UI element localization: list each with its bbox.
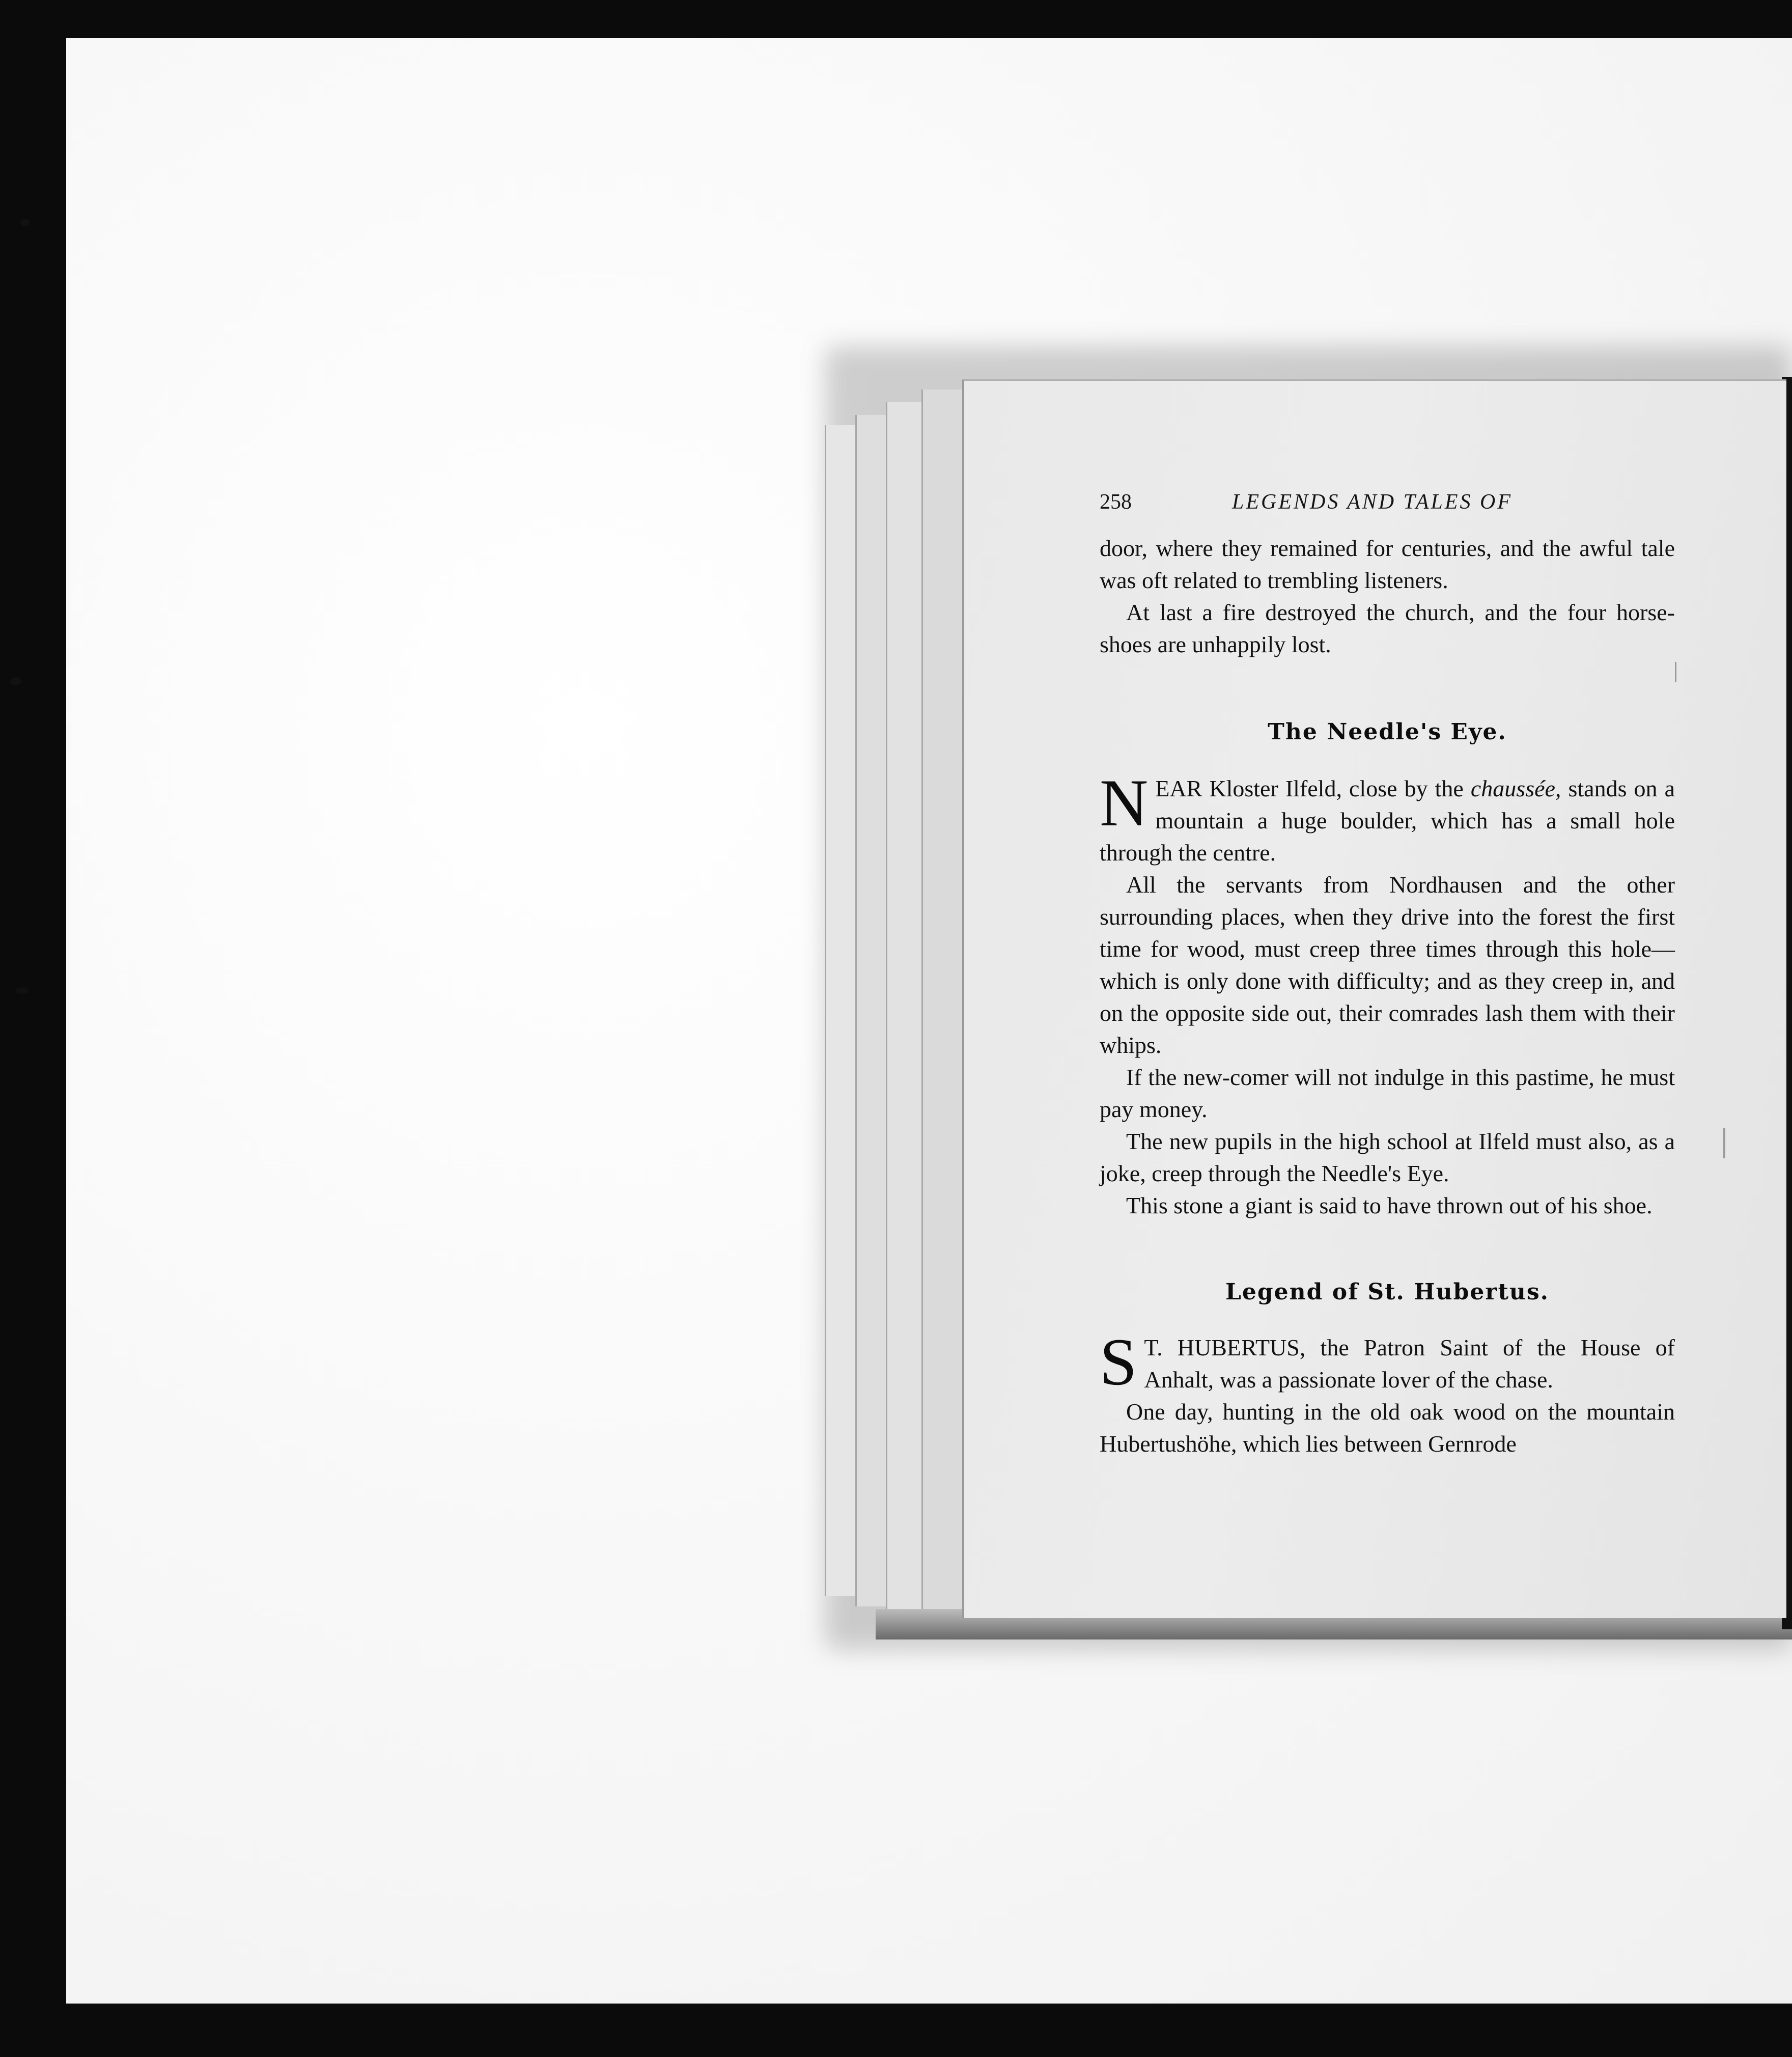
section-needles-eye-body [1100,765,1675,1221]
paragraph: The new pupils in the high school at Ilfeld must also, as a joke, creep through the Needle's Eye. [1100,1128,1675,1186]
drop-cap: S [1100,1324,1137,1399]
paragraph: If the new-comer will not indulge in this pastime, he must pay money. [1100,1064,1675,1122]
first-paragraph [1100,765,1675,869]
dust-speck [10,677,21,685]
paragraph: door, where they remained for centuries, and the awful tale was oft related to trembling listeners. [1100,535,1675,593]
running-head [1100,490,1675,520]
first-paragraph [1100,1324,1675,1399]
paragraph: One day, hunting in the old oak wood on the mountain Hubertushöhe, which lies between Gernrode [1100,1399,1675,1457]
paragraph-lead: EAR Kloster Ilfeld, close by the [1155,775,1471,801]
section-st-hubertus-body [1100,1324,1675,1460]
paragraph-rest: stands on a mountain a huge boulder, which has a small hole through the centre. [1100,775,1675,866]
italic-term: chaussée, [1470,775,1561,801]
page-number: 258 [1100,490,1132,514]
section-heading-needles-eye: The Needle's Eye. [1268,719,1507,745]
paragraph: This stone a giant is said to have thrown out of his shoe. [1126,1192,1653,1218]
section-heading-st-hubertus: Legend of St. Hubertus. [1225,1279,1549,1305]
continuation-text [1100,532,1675,660]
paragraph: At last a fire destroyed the church, and the four horse-shoes are unhappily lost. [1100,599,1675,657]
page-mark [1723,1128,1725,1158]
page-mark [1675,662,1676,682]
running-title: LEGENDS AND TALES OF [1232,490,1513,514]
drop-cap: N [1100,765,1149,840]
dust-speck [20,219,30,226]
paragraph: All the servants from Nordhausen and the other surrounding places, when they drive into the forest the first time for wood, must creep three times through this hole—which is only done with difficulty; and as they creep in, and on the opposite side out, their comrades lash them with their whips. [1100,872,1675,1058]
paragraph-rest: T. HUBERTUS, the Patron Saint of the House of Anhalt, was a passionate lover of the chase. [1144,1335,1675,1393]
dust-speck [15,988,29,994]
